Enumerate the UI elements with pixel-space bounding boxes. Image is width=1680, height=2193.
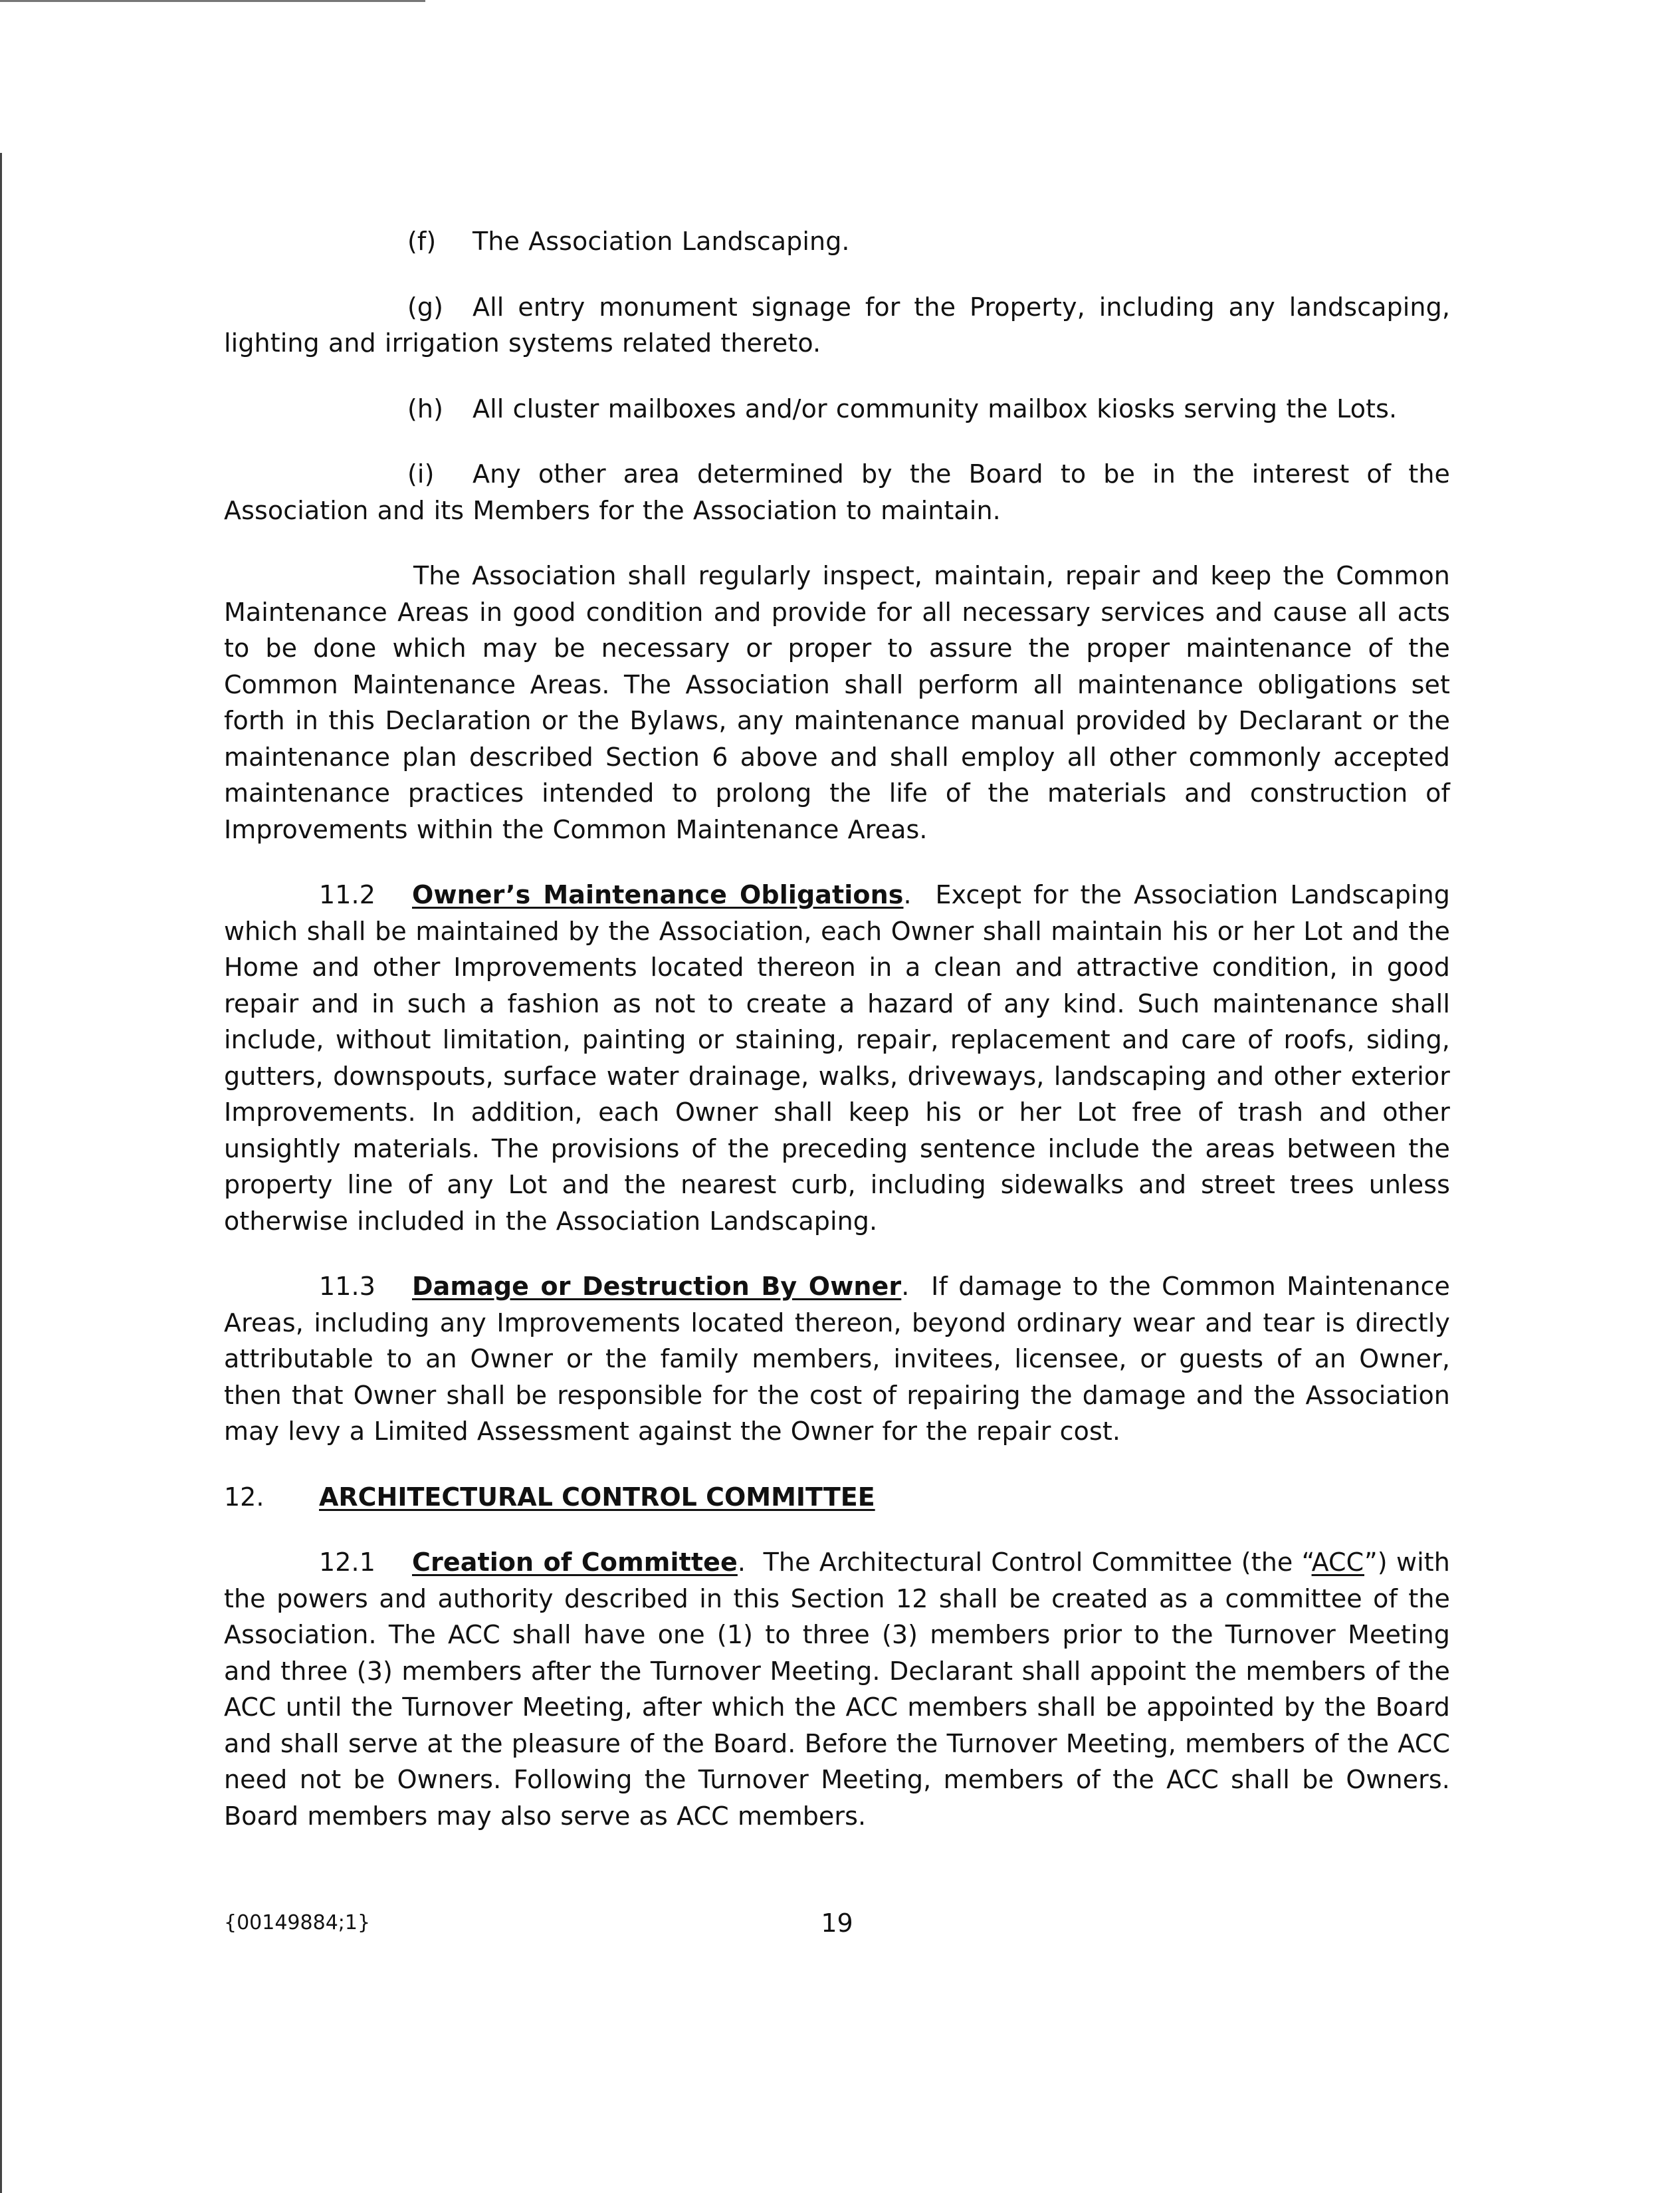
section-11-2: 11.2 Owner’s Maintenance Obligations. Except for the Association Landscaping which shall be maintained by the Association, each Owner shall maintain his or her Lot and the Home and other Improvements located thereon in a clean and attractive condition, in good repair and in such a fashion as not to create a hazard of any kind. Such maintenance shall include, without limitation, painting or staining, repair, replacement and care of roofs, siding, gutters, downspouts, surface water drainage, walks, driveways, landscaping and other exterior Improvements. In addition, each Owner shall keep his or her Lot free of trash and other unsightly materials. The provisions of the preceding sentence include the areas between the property line of any Lot and the nearest curb, including sidewalks and street trees unless otherwise included in the Association Landscaping. — [224, 877, 1450, 1239]
list-item-h — [224, 391, 1450, 427]
section-12-heading — [224, 1479, 1450, 1516]
list-item-g — [224, 289, 1450, 362]
section-title: ARCHITECTURAL CONTROL COMMITTEE — [319, 1482, 875, 1512]
list-item-label: (h) — [407, 394, 444, 423]
section-12-1: 12.1 Creation of Committee. The Architectural Control Committee (the “ACC”) with the powers and authority described in this Section 12 shall be created as a committee of the Association. The ACC shall have one (1) to three (3) members prior to the Turnover Meeting and three (3) members after the Turnover Meeting. Declarant shall appoint the members of the ACC until the Turnover Meeting, after which the ACC members shall be appointed by the Board and shall serve at the pleasure of the Board. Before the Turnover Meeting, members of the ACC need not be Owners. Following the Turnover Meeting, members of the ACC shall be Owners. Board members may also serve as ACC members. — [224, 1544, 1450, 1834]
list-item-text: Any other area determined by the Board to be in the interest of the Association and its Members for the Association to maintain. — [224, 459, 1450, 525]
section-title: Owner’s Maintenance Obligations — [412, 880, 904, 909]
section-number: 12. — [224, 1482, 264, 1512]
list-item-label: (g) — [407, 292, 444, 322]
defined-term-acc: ACC — [1311, 1548, 1364, 1577]
list-item-text: All cluster mailboxes and/or community mailbox kiosks serving the Lots. — [472, 394, 1398, 423]
section-11-3: 11.3 Damage or Destruction By Owner. If damage to the Common Maintenance Areas, including any Improvements located thereon, beyond ordinary wear and tear is directly attributable to an Owner or the family members, invitees, licensee, or guests of an Owner, then that Owner shall be responsible for the cost of repairing the damage and the Association may levy a Limited Assessment against the Owner for the repair cost. — [224, 1268, 1450, 1450]
section-number: 11.3 — [319, 1272, 376, 1301]
section-number: 11.2 — [319, 880, 376, 909]
scan-edge-top — [0, 0, 425, 2]
association-maintenance-paragraph: The Association shall regularly inspect, maintain, repair and keep the Common Maintenance Areas in good condition and provide for all necessary services and cause all acts to be done which may be necessary or proper to assure the proper maintenance of the Common Maintenance Areas. The Association shall perform all maintenance obligations set forth in this Declaration or the Bylaws, any maintenance manual provided by Declarant or the maintenance plan described Section 6 above and shall employ all other commonly accepted maintenance practices intended to prolong the life of the materials and construction of Improvements within the Common Maintenance Areas. — [224, 561, 1450, 844]
section-title: Creation of Committee — [412, 1548, 738, 1577]
section-title: Damage or Destruction By Owner — [412, 1272, 902, 1301]
list-item-f — [224, 223, 1450, 260]
list-item-text: The Association Landscaping. — [472, 227, 850, 256]
section-body: If damage to the Common Maintenance Areas, including any Improvements located thereon, beyond ordinary wear and tear is directly attributable to an Owner or the family members, invitees, licensee, or guests of an Owner, then that Owner shall be responsible for the cost of repairing the damage and the Association may levy a Limited Assessment against the Owner for the repair cost. — [224, 1272, 1450, 1446]
section-body: Except for the Association Landscaping which shall be maintained by the Association, each Owner shall maintain his or her Lot and the Home and other Improvements located thereon in a clean and attractive condition, in good repair and in such a fashion as not to create a hazard of any kind. Such maintenance shall include, without limitation, painting or staining, repair, replacement and care of roofs, siding, gutters, downspouts, surface water drainage, walks, driveways, landscaping and other exterior Improvements. In addition, each Owner shall keep his or her Lot free of trash and other unsightly materials. The provisions of the preceding sentence include the areas between the property line of any Lot and the nearest curb, including sidewalks and street trees unless otherwise included in the Association Landscaping. — [224, 880, 1450, 1236]
list-item-i — [224, 456, 1450, 528]
page-footer — [224, 1906, 1450, 1940]
list-item-label: (f) — [407, 227, 437, 256]
scan-edge-left — [0, 153, 2, 2193]
document-page — [224, 223, 1450, 1834]
section-number: 12.1 — [319, 1548, 376, 1577]
list-item-label: (i) — [407, 459, 435, 489]
document-id: {00149884;1} — [224, 1911, 371, 1934]
page-number: 19 — [821, 1908, 853, 1938]
section-body-rest: ”) with the powers and authority described in this Section 12 shall be created as a committee of the Association. The ACC shall have one (1) to three (3) members prior to the Turnover Meeting and three (3) members after the Turnover Meeting. Declarant shall appoint the members of the ACC until the Turnover Meeting, after which the ACC members shall be appointed by the Board and shall serve at the pleasure of the Board. Before the Turnover Meeting, members of the ACC need not be Owners. Following the Turnover Meeting, members of the ACC shall be Owners. Board members may also serve as ACC members. — [224, 1548, 1450, 1831]
section-body-start: The Architectural Control Committee (the “ — [763, 1548, 1312, 1577]
list-item-text: All entry monument signage for the Property, including any landscaping, lighting and irrigation systems related thereto. — [224, 292, 1450, 358]
